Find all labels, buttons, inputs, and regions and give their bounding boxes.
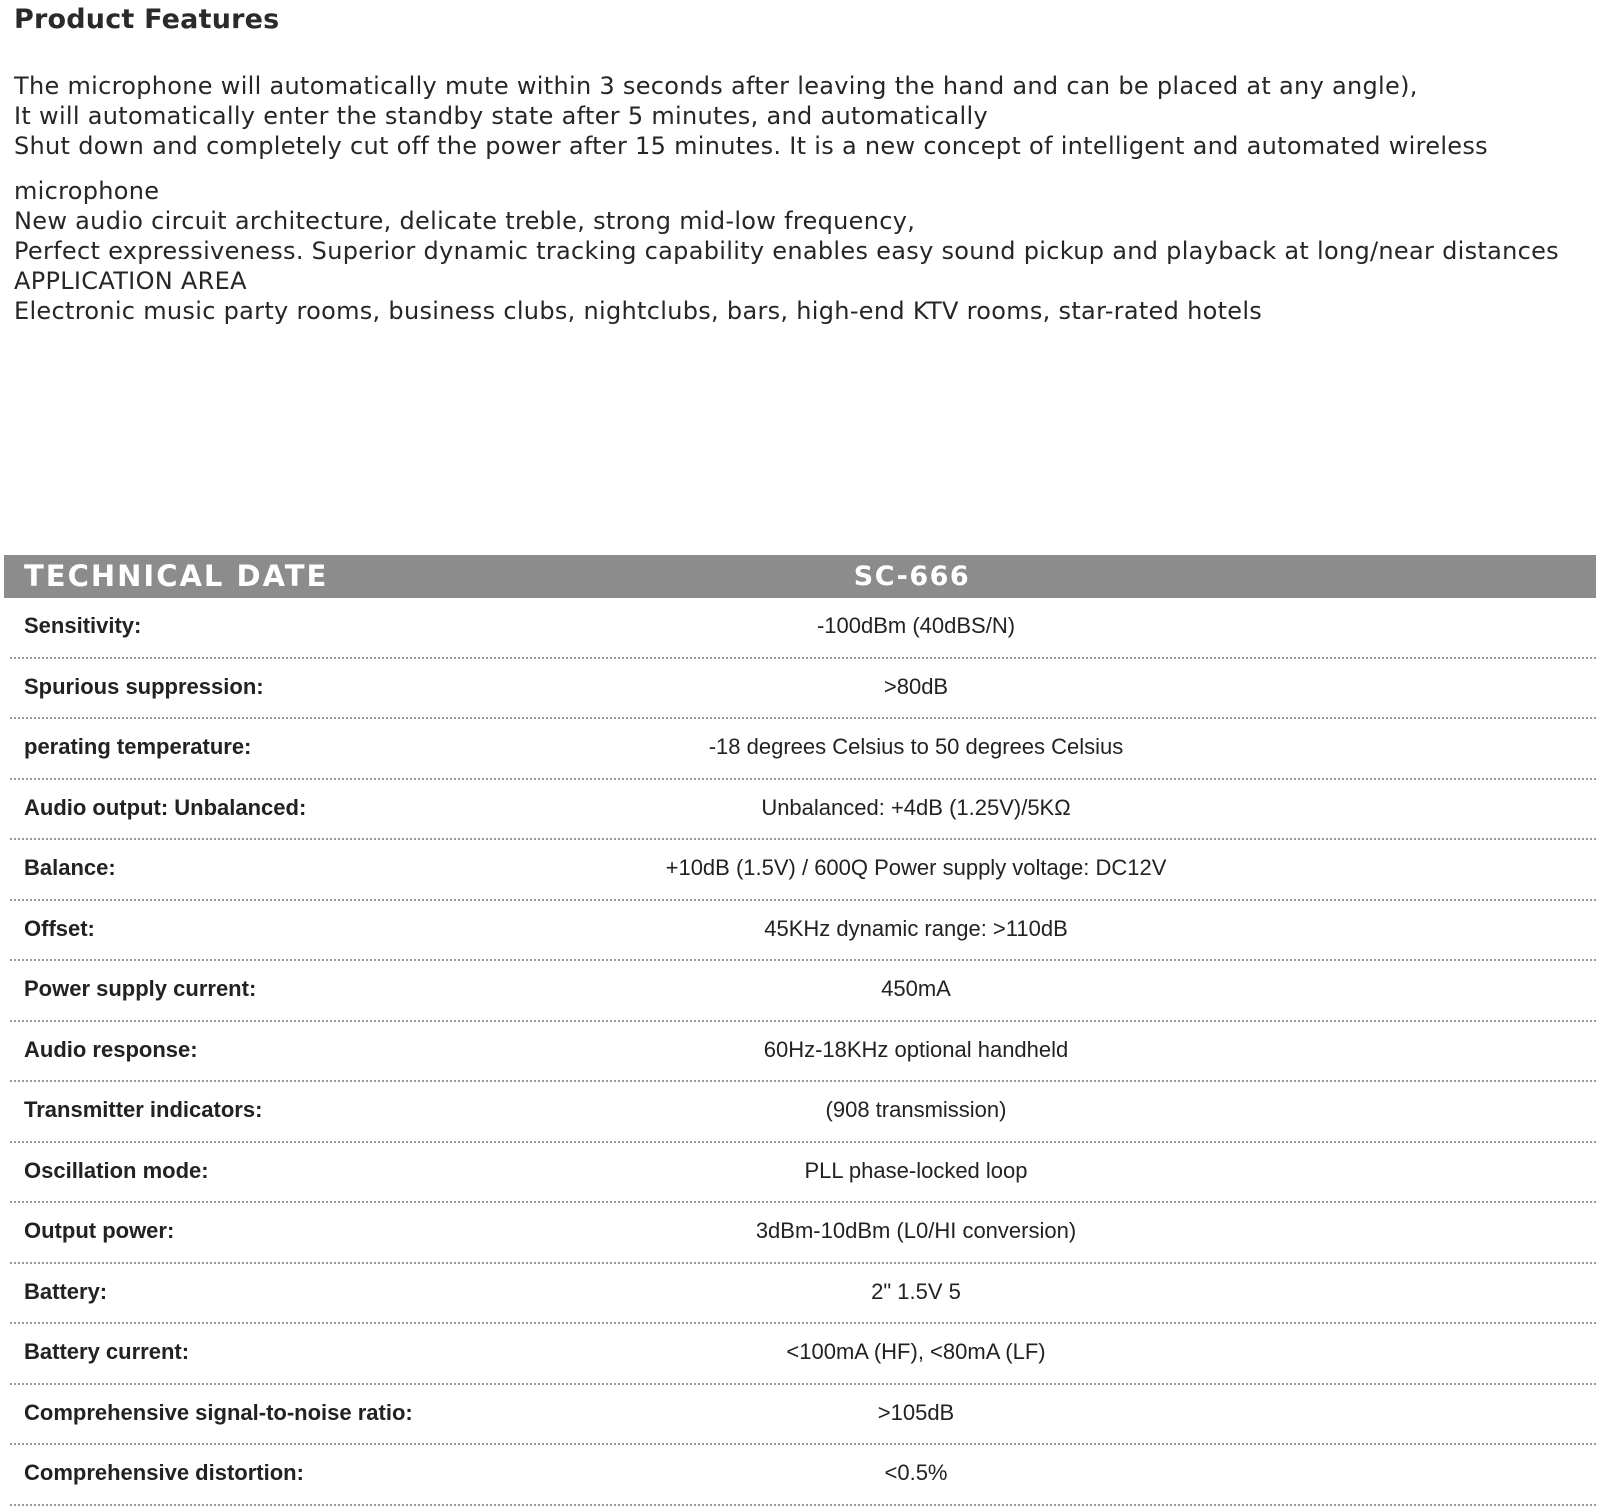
spec-label: Sensitivity: — [24, 613, 142, 638]
spec-row-battery — [10, 1264, 1596, 1325]
spec-label: Output power: — [24, 1218, 175, 1243]
spec-label: Audio output: Unbalanced: — [24, 794, 307, 820]
technical-data-title: TECHNICAL DATE — [24, 559, 329, 593]
spec-row-operating-temperature — [10, 719, 1596, 780]
features-title: Product Features — [14, 4, 280, 35]
spec-value: PLL phase-locked loop — [804, 1157, 1028, 1183]
application-area-heading: APPLICATION AREA — [14, 267, 247, 295]
spec-label: Audio response: — [24, 1036, 198, 1062]
spec-label: Offset: — [24, 915, 95, 941]
spec-value: <100mA (HF), <80mA (LF) — [786, 1339, 1046, 1364]
spec-label: Comprehensive signal-to-noise ratio: — [24, 1399, 413, 1425]
model-name: SC-666 — [853, 561, 971, 592]
feature-line: Electronic music party rooms, business clubs, nightclubs, bars, high-end KTV rooms, star-rated hotels — [14, 297, 1263, 325]
features-body — [14, 71, 1594, 326]
spec-row-balance — [10, 840, 1596, 901]
spec-value: -18 degrees Celsius to 50 degrees Celsius — [708, 734, 1124, 759]
spec-row-spurious-suppression — [10, 659, 1596, 720]
feature-line: Perfect expressiveness. Superior dynamic tracking capability enables easy sound pickup and playback at long/near distances — [14, 237, 1559, 265]
spec-label: Transmitter indicators: — [24, 1097, 263, 1122]
spec-value: 45KHz dynamic range: >110dB — [764, 915, 1068, 941]
spec-value: >105dB — [877, 1399, 955, 1425]
spec-row-audio-output — [10, 780, 1596, 841]
spec-label: Oscillation mode: — [24, 1157, 209, 1183]
spec-value: <0.5% — [884, 1460, 948, 1485]
spec-value: 450mA — [881, 976, 951, 1001]
spec-row-oscillation-mode — [10, 1143, 1596, 1204]
spec-value: 3dBm-10dBm (L0/HI conversion) — [755, 1218, 1077, 1243]
spec-row-output-power — [10, 1203, 1596, 1264]
spec-row-distortion — [10, 1445, 1596, 1506]
spec-row-signal-to-noise — [10, 1385, 1596, 1446]
feature-line: Shut down and completely cut off the power after 15 minutes. It is a new concept of intelligent and automated wireless — [14, 132, 1488, 160]
spec-label: Power supply current: — [24, 976, 257, 1001]
spec-row-offset — [10, 901, 1596, 962]
spec-row-transmitter-indicators — [10, 1082, 1596, 1143]
spec-value: 2" 1.5V 5 — [871, 1278, 961, 1304]
spec-value: -100dBm (40dBS/N) — [816, 613, 1016, 638]
spec-label: Spurious suppression: — [24, 673, 264, 699]
spec-label: Battery: — [24, 1278, 108, 1304]
spec-value: (908 transmission) — [825, 1097, 1007, 1122]
spec-row-sensitivity — [10, 598, 1596, 659]
spec-label: perating temperature: — [24, 734, 252, 759]
spec-table — [10, 598, 1596, 1506]
feature-line: The microphone will automatically mute within 3 seconds after leaving the hand and can be placed at any angle), — [14, 72, 1418, 100]
feature-line: New audio circuit architecture, delicate treble, strong mid-low frequency, — [14, 207, 916, 235]
spec-row-power-supply-current — [10, 961, 1596, 1022]
spec-value: Unbalanced: +4dB (1.25V)/5KΩ — [761, 794, 1071, 820]
spec-label: Balance: — [24, 855, 116, 880]
feature-line: microphone — [14, 177, 160, 205]
feature-line: It will automatically enter the standby state after 5 minutes, and automatically — [14, 102, 988, 130]
product-features-section — [14, 0, 1594, 326]
technical-data-header — [4, 555, 1596, 598]
spec-value: 60Hz-18KHz optional handheld — [763, 1036, 1069, 1062]
spec-row-audio-response — [10, 1022, 1596, 1083]
spec-label: Comprehensive distortion: — [24, 1460, 304, 1485]
spec-value: +10dB (1.5V) / 600Q Power supply voltage: DC12V — [665, 855, 1167, 880]
spec-value: >80dB — [883, 673, 949, 699]
spec-label: Battery current: — [24, 1339, 190, 1364]
spec-row-battery-current — [10, 1324, 1596, 1385]
